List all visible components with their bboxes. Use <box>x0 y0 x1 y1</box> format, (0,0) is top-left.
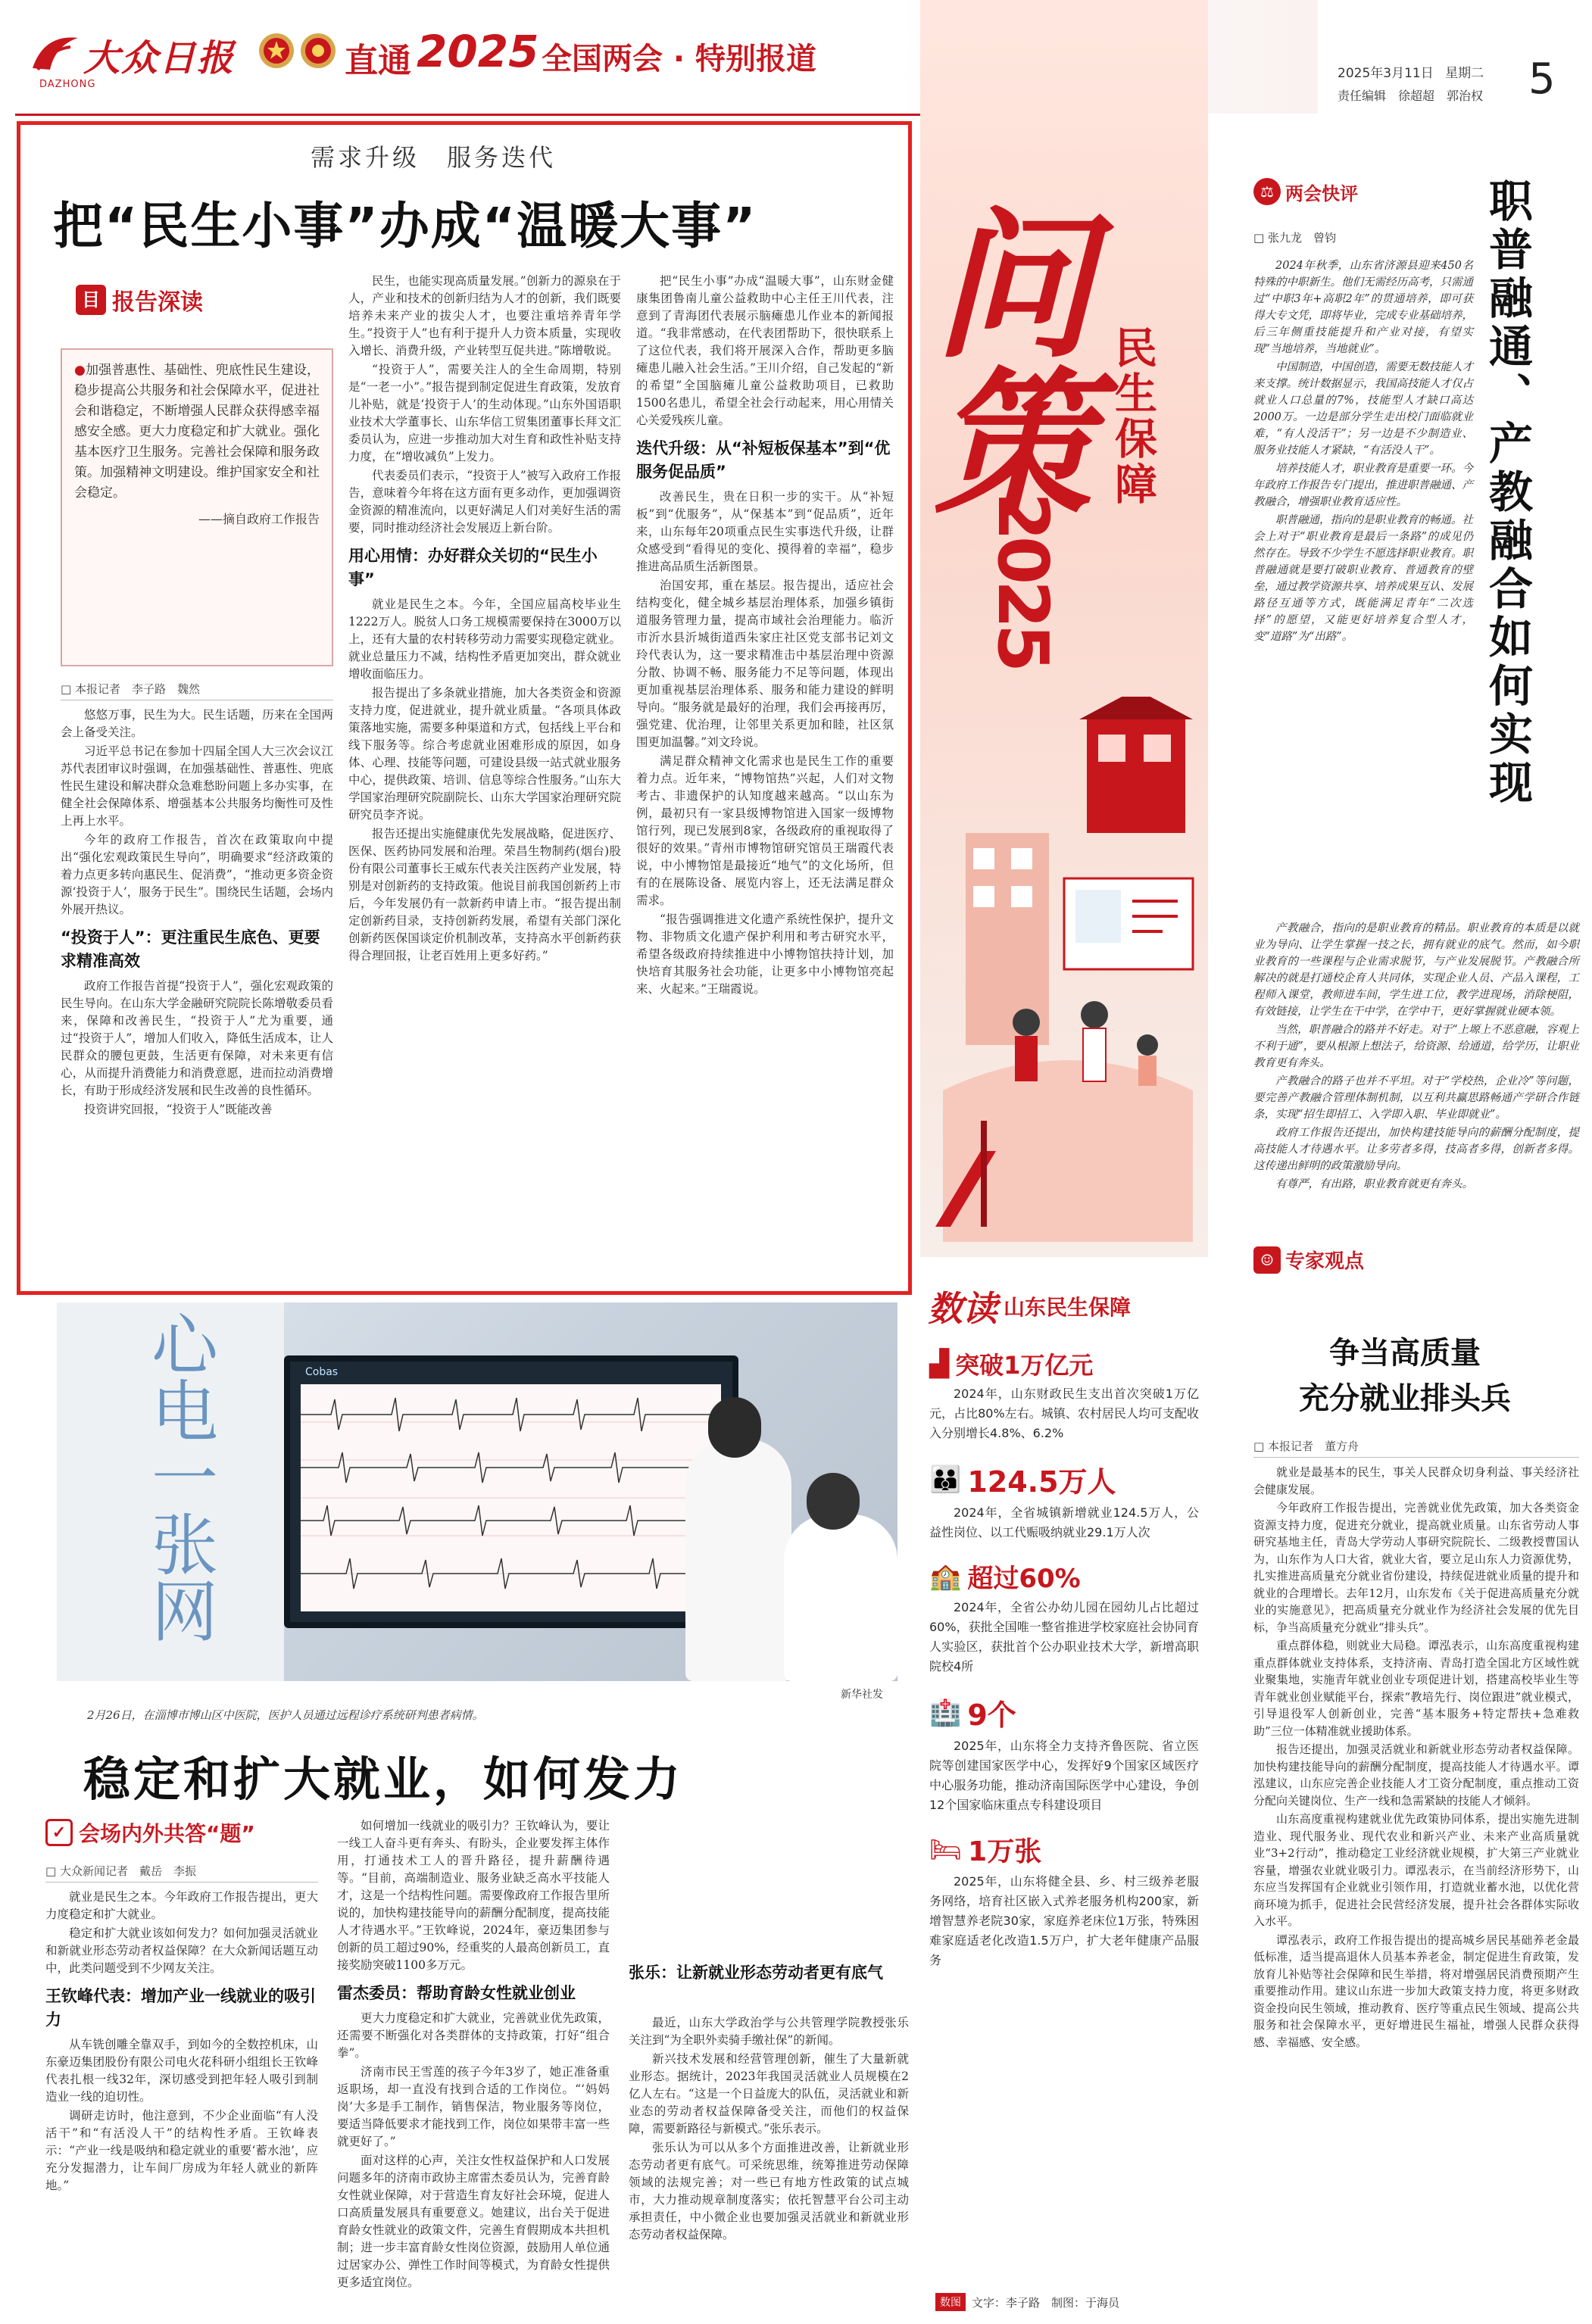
paragraph: 悠悠万事，民生为大。民生话题，历来在全国两会上备受关注。 <box>61 708 333 739</box>
expert-tag <box>1253 1246 1364 1274</box>
commentary-body <box>1253 257 1473 647</box>
report-summary: 加强普惠性、基础性、兜底性民生建设，稳步提高公共服务和社会保障水平，促进社会和谐稳定，不断增强人民群众获得感幸福感安全感。更大力度稳定和扩大就业。强化基本医疗卫生服务。完善社会保障和服务政策。加强精神文明建设。维护国家安全和社会稳定。 <box>74 363 320 501</box>
stat-item <box>920 1686 1208 1824</box>
news-photo <box>57 1302 897 1681</box>
emp-col1b-text <box>45 2036 318 2195</box>
school-icon: 🏫 <box>929 1561 962 1592</box>
photo-credit: 新华社发 <box>841 1689 883 1701</box>
stat-item <box>920 1824 1208 1979</box>
paragraph: “投资于人”，需要关注人的全生命周期，特别是“一老一小”。”报告提到制定促进生育政策，发放育儿补贴，就是‘投资于人’的生动体现。”山东外国语职业技术大学董事长、山东华信工贸集团董事长拜文汇委员认为，应进一步推动加大对生育和政性补贴支持力度，在“增收减负”上发力。 <box>348 363 621 463</box>
stat-text: 2024年，全省公办幼儿园在园幼儿占比超过60%，获批全国唯一整省推进学校家庭社会协同育人实验区，获批首个公办职业技术大学，新增高职院校4所 <box>929 1600 1199 1674</box>
paragraph: 民生，也能实现高质量发展。”创新力的源泉在于人，产业和技术的创新归结为人才的创新，我们既要培养未来产业的拔尖人才，也要注重培养青年学生。”投资于人”也有利于提升人力资本质量，实现收入增长、消费升级，产业转型互促共进。”陈增敬说。 <box>348 274 621 357</box>
paragraph: 面对这样的心声，关注女性权益保护和人口发展问题多年的济南市政协主席雷杰委员认为，完善育龄女性就业保障，对于营造生育友好社会环境，促进人口高质量发展具有重要意义。她建议，出台关于促进育龄女性就业的政策文件，完善生育假期成本共担机制；进一步丰富育龄女性岗位资源，鼓励用人单位通过居家办公、弹性工作时间等模式，为育龄女性提供更多适宜岗位。 <box>337 2154 610 2289</box>
paragraph: 治国安邦，重在基层。报告提出，适应社会结构变化，健全城乡基层治理体系，加强乡镇街道服务管理力量，提高市域社会治理能力。临沂市沂水县沂城街道西朱家庄社区党支部书记刘文玲代表认为，这一要求精准击中基层治理中资源分散、协调不畅、服务能力不足等问题，体现出更加重视基层治理体系、服务和能力建设的鲜明导向。“服务就是最好的治理，我们会再接再厉，强党建、优治理，让邻里关系更加和睦，社区氛围更加温馨。”刘文玲说。 <box>636 579 894 749</box>
photo-sign-text: 心电一张网 <box>141 1310 219 1643</box>
lead-col-2 <box>348 273 621 966</box>
paragraph: 投资讲究回报，“投资于人”既能改善 <box>84 1103 273 1116</box>
lead-kicker: 需求升级 服务迭代 <box>311 143 557 172</box>
paragraph: 产教融合，指向的是职业教育的精品。职业教育的本质是以就业为导向、让学生掌握一技之长，拥有就业的底气。然而，如今职业教育的一些课程与企业需求脱节，与产业发展脱节。产教融合所解决的就是打通校企育人共同体，实现企业人员、产品入课程，工程师入课堂，教师进车间，学生进工位，教学进现场，消除梗阻，有效链接，让学生在干中学，在学中干，更好掌握就业硬本领。 <box>1253 922 1579 1018</box>
paragraph: 改善民生，贵在日积一步的实干。从“补短板”到“优服务”，从“保基本”到“促品质”，近年来，山东每年20项重点民生实事迭代升级，让群众感受到“看得见的变化、摸得着的幸福”，稳步推进高品质生活新图景。 <box>636 490 894 573</box>
lead-col3-text <box>636 273 894 429</box>
paragraph: 稳定和扩大就业该如何发力？如何加强灵活就业和新就业形态劳动者权益保障？在大众新闻话题互动中，此类问题受到不少网友关注。 <box>45 1926 318 1975</box>
subhead-lei: 雷杰委员：帮助育龄女性就业创业 <box>337 1984 576 2002</box>
paragraph: 政府工作报告首提“投资于人”，强化宏观政策的民生导向。在山东大学金融研究院院长陈增敬委员看来，保障和改善民生，“投资于人”尤为重要，通过“投资于人”，增加人们收入，降低生活成本，让人民群众的腰包更鼓，生活更有保障，对未来更有信心，从而提升消费能力和消费意愿，进而拉动消费增长，有助于形成经济发展和民生改善的良性循环。 <box>61 979 333 1097</box>
emp-byline: □ 大众新闻记者 戴岳 李振 <box>45 1860 318 1883</box>
paragraph: 满足群众精神文化需求也是民生工作的重要着力点。近年来，“博物馆热”兴起，人们对文物考古、非遗保护的认知度越来越高。“以山东为例，最初只有一家县级博物馆进入国家一级博物馆行列，现已发展到8家，各级政府的重视取得了很好的效果。”青州市博物馆研究馆员王瑞霞代表说，中小博物馆是最接近“地气”的文化场所，但有的在展陈设备、展览内容上，还无法满足群众需求。 <box>636 754 894 907</box>
subhead-wang: 王钦峰代表：增加产业一线就业的吸引力 <box>45 1987 316 2029</box>
doctor-head-2 <box>807 1473 860 1530</box>
ecg-monitor <box>284 1355 738 1628</box>
stat-text: 2025年，山东将全力支持齐鲁医院、省立医院等创建国家医学中心，发挥好9个国家区域医疗中心服务功能，推动济南国际医学中心建设，争创12个国家临床重点专科建设项目 <box>929 1739 1199 1812</box>
emp-col2b-text <box>337 2010 610 2291</box>
paragraph: 今年的政府工作报告，首次在政策取向中提出“强化宏观政策民生导向”，明确要求“经济政策的着力点更多转向惠民生、促消费”，“推动更多资金资源‘投资于人’，服务于民生”。围绕民生话题，会场内外展开热议。 <box>61 833 333 916</box>
lead-col1-text <box>61 707 333 919</box>
expert-text <box>1253 1464 1579 2051</box>
center-credits <box>935 2293 1119 2311</box>
ecg-chart <box>301 1384 721 1611</box>
commentary-body-2 <box>1253 920 1579 1194</box>
report-tag-icon: 目 <box>76 285 106 315</box>
page-number: 5 <box>1528 55 1556 104</box>
expert-body <box>1253 1435 1579 2052</box>
paragraph: 当然，职普融合的路并不好走。对于“上塬上不恶意融，容观上不利于通”，要从根源上想法子，给资源、给通道，给学历，让职业教育更有奔头。 <box>1253 1024 1579 1069</box>
photo-caption: 2月26日，在淄博市博山区中医院，医护人员通过远程诊疗系统研判患者病情。 <box>87 1708 484 1722</box>
commentary-text <box>1253 257 1473 645</box>
center-theme: 民生保障 <box>1108 326 1157 507</box>
banner-year: 2025 <box>417 26 539 77</box>
issue-date <box>1338 62 1484 81</box>
paper-sub: DAZHONG <box>39 79 96 90</box>
paragraph: 济南市民王雪莲的孩子今年3岁了，她正准备重返职场，却一直没有找到合适的工作岗位。“‘妈妈岗’大多是手工制作，销售保洁，物业服务等岗位，要适当降低要求才能找到工作，岗位如果带丰富一些就更好了。” <box>337 2065 610 2148</box>
emp-col-3-body <box>629 2014 909 2245</box>
paragraph: 产教融合的路子也并不平坦。对于“学校热，企业冷”等问题，要完善产教融合管理体制机制，以互利共赢思路畅通产学研合作链条，实现“招生即招工、入学即入职、毕业即就业”。 <box>1253 1075 1579 1121</box>
stats-list <box>920 1340 1208 1979</box>
stat-value: 9个 <box>967 1699 1016 1732</box>
expert-tag-icon: ☺ <box>1253 1246 1281 1274</box>
paper-name: 大众日报 <box>83 37 236 80</box>
emp-col2-text <box>337 1817 610 1974</box>
stat-text: 2024年，全省城镇新增就业124.5万人，公益性岗位、以工代赈吸纳就业29.1万人次 <box>929 1505 1199 1539</box>
bed-icon: 🛏 <box>929 1834 963 1865</box>
paragraph: 更大力度稳定和扩大就业，完善就业优先政策，还需要不断强化对各类群体的支持政策，打好“组合拳”。 <box>337 2011 610 2060</box>
data-section-title-a: 数读 <box>928 1288 997 1329</box>
paragraph: 就业是民生之本。今年，全国应届高校毕业生1222万人。脱贫人口务工规模需要保持在3000万以上，还有大量的农村转移劳动力需要实现稳定就业。就业总量压力不减，结构性矛盾更加突出，群众就业增收面临压力。 <box>348 597 621 681</box>
editors: 责任编辑 徐超超 郭治权 <box>1338 89 1484 103</box>
employment-story <box>45 1817 916 2317</box>
issue-date-text: 2025年3月11日 <box>1338 66 1434 81</box>
paragraph: 就业是最基本的民生，事关人民群众切身利益、事关经济社会健康发展。 <box>1253 1465 1579 1496</box>
doctor-figure-2 <box>784 1514 897 1681</box>
stat-text: 2025年，山东将健全县、乡、村三级养老服务网络，培育社区嵌入式养老服务机构200家，新增智慧养老院30家，家庭养老床位1万张，特殊困难家庭适老化改造1.5万户，扩大老年健康产品服务 <box>929 1874 1199 1967</box>
issue-weekday: 星期二 <box>1445 66 1484 81</box>
lead-col-3 <box>636 273 894 1000</box>
masthead-rule <box>15 114 924 116</box>
employment-headline: 稳定和扩大就业，如何发力 <box>83 1752 684 1807</box>
paragraph: 报告还提出实施健康优先发展战略，促进医疗、医保、医药协同发展和治理。荣昌生物制药(烟台)股份有限公司董事长王威东代表关注医药产业发展，特别是对创新药的支持政策。他说目前我国创新药上市后，今年发展仍有一款新药申请上市。“报告提出制定创新药目录，支持创新药发展，希望有关部门深化创新药医保国谈定价机制改革，支持高水平创新药获得合理回报，让老百姓用上更多好药。” <box>348 827 621 962</box>
stat-item <box>920 1452 1208 1552</box>
data-section-title-b: 山东民生保障 <box>1004 1295 1132 1320</box>
paragraph: 张乐认为可以从多个方面推进改善，让新就业形态劳动者更有底气。可采统思维，统筹推进劳动保障领域的法规完善；对一些已有地方性政策的试点城市，大力推动规章制度落实；依托智慧平台公司主动承担责任，中小微企业也要加强灵活就业和新就业形态劳动者权益保障。 <box>629 2141 909 2241</box>
banner-prefix: 直通 <box>345 42 411 80</box>
lead-col3b-text <box>636 488 894 998</box>
wen-character: 问 <box>934 192 1094 379</box>
paragraph: 最近，山东大学政治学与公共管理学院教授张乐关注到“为全职外卖骑手缴社保”的新闻。 <box>629 2016 909 2047</box>
chart-up-icon: ▟ <box>929 1349 950 1379</box>
commentary-tag <box>1253 178 1358 205</box>
stat-value: 超过60% <box>967 1564 1081 1594</box>
commentary-tag-label: 两会快评 <box>1285 182 1358 204</box>
stat-value: 突破1万亿元 <box>955 1351 1094 1380</box>
masthead <box>0 0 1592 114</box>
lead-col2-text <box>348 273 621 537</box>
paragraph: 从车铣创雕全靠双手，到如今的全数控机床，山东豪迈集团股份有限公司电火花科研小组组长王钦峰代表扎根一线32年，深切感受到把年轻人吸引到制造业一线的迫切性。 <box>45 2038 318 2104</box>
paragraph: 有尊严，有出路，职业教育就更有奔头。 <box>1275 1178 1473 1190</box>
subhead-upgrade: 迭代升级：从“补短板保基本”到“优服务促品质” <box>636 439 891 481</box>
graphic-tag: 数图 <box>935 2293 966 2311</box>
paragraph: 如何增加一线就业的吸引力？王钦峰认为，要让一线工人奋斗更有奔头、有盼头，企业要发挥主体作用，打通技术工人的晋升路径，提升薪酬待遇等。“目前，高端制造业、服务业缺乏高水平技能人才，这是一个结构性问题。需要像政府工作报告里所说的，加快构建技能导向的薪酬分配制度，提高技能人才待遇水平。”王钦峰说，2024年，豪迈集团参与创新的员工超过90%，经重奖的人最高创新员工，直接奖励突破1100多万元。 <box>337 1819 610 1972</box>
commentary-byline: □ 张九龙 曾钧 <box>1253 231 1336 245</box>
paragraph: 谭泓表示，政府工作报告提出的提高城乡居民基础养老金最低标准，适当提高退休人员基本养老金，制定促进生育政策，发放育儿补贴等社会保障和民生举措，将对增强居民消费预期产生重要推动作用。建议山东进一步加大政策支持力度，将更多财政资金投向民生领域，推动教育、医疗等重点民生领域、提高公共服务和社会保障水平，更好增进民生福祉，增强人民群众获得感、幸福感、安全感。 <box>1253 1933 1579 2049</box>
paragraph: 2024年秋季，山东省济源县迎来450名特殊的中职新生。他们无需经历高考，只需通过“中职3年+高职2年”的贯通培养，即可获得大专文凭，即将毕业，完成专业基础培养，后三年侧重技能提升和产业对接，有望实现“当地培养，当地就业”。 <box>1253 260 1473 355</box>
lead-story <box>30 133 901 1284</box>
paragraph: 培养技能人才，职业教育是重要一环。今年政府工作报告专门提出，推进职普融通、产教融合，增强职业教育适应性。 <box>1253 463 1473 508</box>
lead-col2b-text <box>348 596 621 965</box>
banner-title: 全国两会 · 特别报道 <box>542 42 817 76</box>
cppcc-emblem-icon <box>299 32 337 70</box>
stat-value: 1万张 <box>968 1836 1042 1867</box>
hospital-icon: 🏥 <box>929 1697 962 1728</box>
stat-value: 124.5万人 <box>967 1465 1116 1499</box>
national-emblem-icon <box>258 32 295 70</box>
qa-tag <box>45 1817 255 1848</box>
emp-col1-text <box>45 1889 318 1977</box>
report-summary-text: ●加强普惠性、基础性、兜底性民生建设，稳步提高公共服务和社会保障水平，促进社会和谐稳定，不断增强人民群众获得感幸福感安全感。更大力度稳定和扩大就业。强化基本医疗卫生服务。完善社会保障和服务政策。加强精神文明建设。维护国家安全和社会稳定。 <box>74 363 320 501</box>
commentary-text-2 <box>1253 920 1579 1193</box>
stat-item <box>920 1340 1208 1452</box>
monitor-title: Cobas <box>305 1366 339 1378</box>
report-tag <box>76 284 203 316</box>
doctor-head-1 <box>708 1397 761 1458</box>
paragraph: 新兴技术发展和经营管理创新，催生了大量新就业形态。据统计，2023年我国灵活就业人员规模在2亿人左右。“这是一个日益庞大的队伍，灵活就业和新业态的劳动者权益保障备受关注，而他们的权益保障，需要新路径与新模式。”张乐表示。 <box>629 2052 909 2135</box>
subhead-care: 用心用情：办好群众关切的“民生小事” <box>348 547 598 588</box>
paragraph: 调研走访时，他注意到，不少企业面临“有人没活干”和“有活没人干”的结构性矛盾。王钦峰表示：“产业一线是吸纳和稳定就业的重要‘蓄水池’，应充分发掘潜力，让车间厂房成为年轻人就业的新阵地。” <box>45 2109 318 2192</box>
lead-col1b-text <box>61 978 333 1118</box>
expert-tag-label: 专家观点 <box>1285 1250 1365 1273</box>
paper-logo <box>29 30 82 76</box>
paragraph: “报告强调推进文化遗产系统性保护，提升文物、非物质文化遗产保护利用和考古研究水平，希望各级政府持续推进中小博物馆扶持计划，加快培育其服务社会功能，让更多中小博物馆亮起来、火起来。”王瑞霞说。 <box>636 912 894 996</box>
report-tag-label: 报告深读 <box>112 289 203 316</box>
paragraph: 政府工作报告还提出，加快构建技能导向的薪酬分配制度，提高技能人才待遇水平。让多劳者多得，技高者多得，创新者多得。这传递出鲜明的政策激励导向。 <box>1253 1127 1579 1172</box>
report-summary-source: ——摘自政府工作报告 <box>198 512 320 526</box>
stat-item <box>920 1552 1208 1686</box>
paragraph: 今年政府工作报告提出，完善就业优先政策，加大各类资金资源支持力度，促进充分就业，提高就业质量。山东省劳动人事研究基地主任，青岛大学劳动人事研究院院长、二级教授曹国认为，山东作为人口大省，就业大省，要立足山东人力资源优势，扎实推进高质量充分就业省份建设，持续促进就业质量的提升和就业的合理增长。去年12月，山东发布《关于促进高质量充分就业的实施意见》，把高质量充分就业作为经济社会发展的优先目标，争当高质量充分就业“排头兵”。 <box>1253 1501 1579 1634</box>
paragraph: 就业是民生之本。今年政府工作报告提出，更大力度稳定和扩大就业。 <box>45 1890 318 1921</box>
center-year: 2025 <box>982 492 1063 669</box>
expert-view <box>1231 1246 1579 2313</box>
stat-text: 2024年，山东财政民生支出首次突破1万亿元，占比80%左右。城镇、农村居民人均可支配收入分别增长4.8%、6.2% <box>929 1387 1199 1440</box>
emp-col-1 <box>45 1860 318 2196</box>
paragraph: 代表委员们表示，“投资于人”被写入政府工作报告，意味着今年将在这方面有更多动作，更加强调资金资源的精准流向，以更好满足人们对美好生活的需要，同时推动经济社会发展迈上新台阶。 <box>348 469 621 535</box>
lead-headline: 把“民生小事”办成“温暖大事” <box>53 197 757 255</box>
qa-tag-icon: ✓ <box>45 1819 73 1846</box>
doctor-figure-1 <box>685 1439 791 1681</box>
paragraph: 把“民生小事”办成“温暖大事”，山东财金健康集团鲁南儿童公益救助中心主任王川代表，注意到了青海团代表展示脑瘫患儿作业本的新闻报道。“我非常感动，在代表团帮助下，很快联系上了这位代表，我们将开展深入合作，帮助更多脑瘫患儿融入社会生活。”王川介绍，自己发起的“新的希望”全国脑瘫儿童公益救助项目，已救助1500名患儿，希望全社会行动起来，用心用情关心关爱残疾儿童。 <box>636 274 894 427</box>
lead-col-1 <box>61 678 333 1120</box>
subhead-invest: “投资于人”：更注重民生底色、更要求精准高效 <box>61 928 320 970</box>
lead-byline: □ 本报记者 李子路 魏然 <box>61 678 333 700</box>
data-section-header <box>920 1280 1208 1333</box>
commentary-headline: 职普融通、产教融合如何实现 <box>1481 178 1533 808</box>
expert-headline-1: 争当高质量 <box>1329 1336 1481 1371</box>
people-icon: 👪 <box>929 1464 962 1495</box>
playground-illustration <box>935 697 1200 1242</box>
emp-col-2 <box>337 1817 610 2293</box>
report-summary-box <box>61 348 333 666</box>
paragraph: 职普融通，指向的是职业教育的畅通。社会上对于“职业教育是最后一条路”的成见仍然存在。导致不少学生不愿选择职业教育。职普融通就是要打破职业教育、普通教育的壁垒，通过教学资源共享、培养成果互认、发展路径互通等方式，既能满足青年“二次选择”的愿望，又能更好培养复合型人才，变“道路”为“出路”。 <box>1253 514 1473 643</box>
commentary-tag-icon: ⚖ <box>1253 178 1281 205</box>
commentary <box>1231 170 1579 1231</box>
paragraph: 重点群体稳，则就业大局稳。谭泓表示，山东高度重视构建重点群体就业支持体系，支持济南、青岛打造全国北方区域性就业聚集地，实施青年就业创业专项促进计划，搭建高校毕业生等青年就业创业赋能平台，探索“教培先行、岗位跟进”就业模式，引导退役军人创新创业，完善“基本服务+特定帮扶+急难救助”三位一体精准就业援助体系。 <box>1253 1639 1579 1738</box>
paragraph: 习近平总书记在参加十四届全国人大三次会议江苏代表团审议时强调，在加强基础性、普惠性、兜底性民生建设和解决群众急难愁盼问题上多办实事，在健全社会保障体系、增强基本公共服务均衡性可及性上再上水平。 <box>61 744 333 828</box>
ce-character: 策 <box>934 351 1094 538</box>
qa-tag-label: 会场内外共答“题” <box>79 1821 255 1846</box>
paragraph: 报告还提出，加强灵活就业和新就业形态劳动者权益保障。加快构建技能导向的薪酬分配制度，提高技能人才待遇水平。谭泓建议，山东应完善企业技能人才工资分配制度，重点推动工资分配向关键岗位、生产一线和急需紧缺的技能人才倾斜。 <box>1253 1742 1579 1808</box>
graphic-credits: 文字：李子路 制图：于海员 <box>972 2295 1120 2310</box>
paragraph: 报告提出了多条就业措施，加大各类资金和资源支持力度，促进就业，提升就业质量。“各项具体政策落地实施，需要多种渠道和方式，包括线上平台和线下服务等。综合考虑就业困难形成的原因，如身体、心理、技能等问题，可建设县级一站式就业服务中心，提供政策、培训、信息等综合性服务。”山东大学国家治理研究院副院长、山东大学国家治理研究院研究员李齐说。 <box>348 686 621 822</box>
expert-headline-2: 充分就业排头兵 <box>1299 1381 1511 1416</box>
center-column <box>920 0 1208 2324</box>
subhead-zhang-visible: 张乐：让新就业形态劳动者更有底气 <box>629 1961 909 1985</box>
paragraph: 山东高度重视构建就业优先政策协同体系，提出实施先进制造业、现代服务业、现代农业和新兴产业、未来产业高质量就业“3+2行动”，推动稳定工业经济就业规模，扩大第三产业就业容量，增强农业就业吸引力。谭泓表示，在当前经济形势下，山东应当发挥国有企业就业引领作用，打造就业蓄水池，以优化营商环境为抓手，促进社会民营经济发展，提升社会各群体实际收入水平。 <box>1253 1812 1579 1928</box>
paragraph: 中国制造，中国创造，需要无数技能人才来支撑。统计数据显示，我国高技能人才仅占就业人口总量的7%，技能型人才缺口高达2000万。一边是部分学生走出校门面临就业难，“有人没活干”；另一边是不少制造业、服务业技能人才紧缺，“有活没人干”。 <box>1253 361 1473 457</box>
expert-byline: □ 本报记者 董方舟 <box>1253 1435 1579 1458</box>
emp-col3-text <box>629 2014 909 2244</box>
